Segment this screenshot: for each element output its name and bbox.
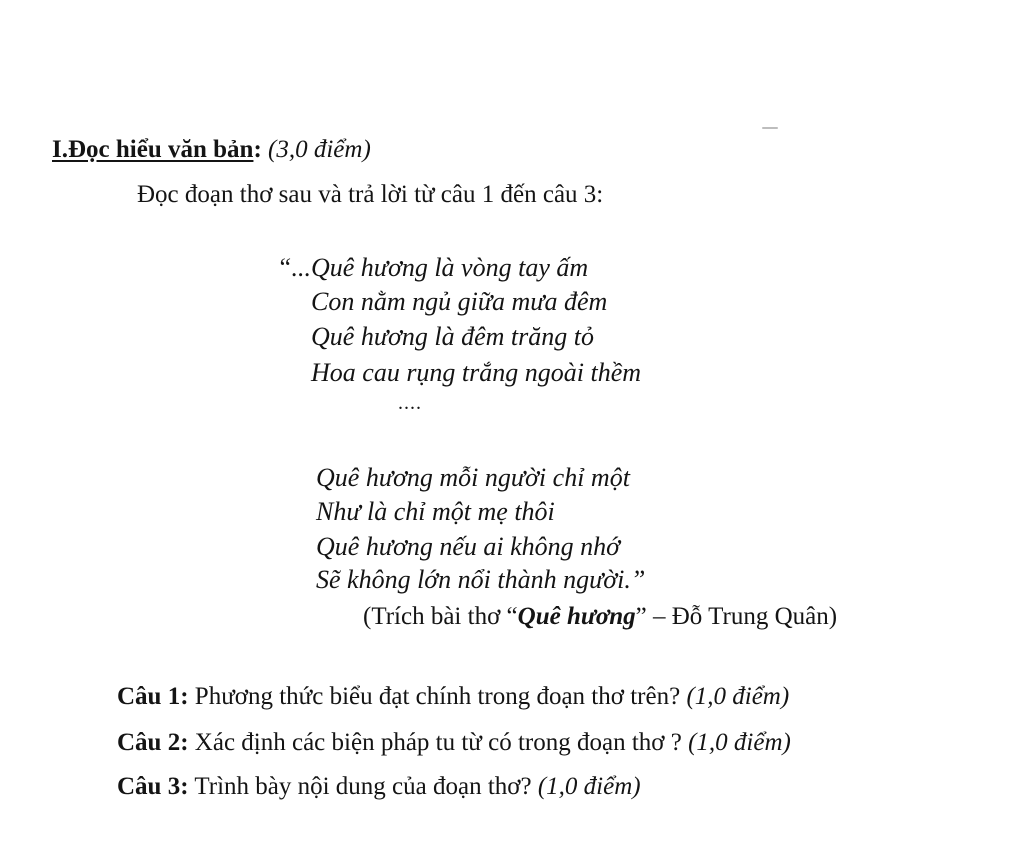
poem-line: Hoa cau rụng trắng ngoài thềm — [311, 358, 642, 387]
question-points: (1,0 điểm) — [686, 683, 790, 710]
question-points: (1,0 điểm) — [688, 729, 791, 756]
citation-prefix: (Trích bài thơ “ — [363, 603, 518, 630]
poem-line: Như là chỉ một mẹ thôi — [316, 497, 555, 526]
poem-line: “...Quê hương là vòng tay ấm — [277, 253, 589, 282]
poem-citation — [363, 600, 837, 634]
question-points: (1,0 điểm) — [537, 773, 641, 800]
question-text: Xác định các biện pháp tu từ có trong đoạn thơ ? — [188, 729, 689, 756]
poem-ellipsis: .... — [398, 392, 422, 414]
poem-line: Sẽ không lớn nổi thành người.” — [316, 565, 646, 594]
question-1 — [117, 680, 789, 714]
poem-line: Quê hương nếu ai không nhớ — [316, 532, 621, 561]
question-text: Trình bày nội dung của đoạn thơ? — [188, 773, 538, 800]
section-heading — [52, 133, 371, 167]
citation-title: Quê hương — [517, 603, 636, 630]
poem-line: Quê hương là đêm trăng tỏ — [311, 322, 594, 351]
question-label: Câu 3: — [117, 773, 189, 800]
question-text: Phương thức biểu đạt chính trong đoạn thơ trên? — [188, 683, 687, 710]
poem-line: Quê hương mỗi người chỉ một — [316, 463, 630, 492]
section-heading-colon: : — [253, 136, 262, 163]
scan-mark — [762, 127, 778, 129]
reading-instruction: Đọc đoạn thơ sau và trả lời từ câu 1 đến câu 3: — [137, 181, 604, 208]
question-2 — [117, 726, 791, 760]
section-heading-points: (3,0 điểm) — [268, 136, 371, 163]
question-label: Câu 1: — [117, 683, 189, 710]
section-heading-label: I.Đọc hiểu văn bản — [52, 136, 254, 163]
citation-suffix: ” – Đỗ Trung Quân) — [635, 603, 838, 630]
poem-line: Con nằm ngủ giữa mưa đêm — [311, 287, 608, 316]
question-label: Câu 2: — [117, 729, 189, 756]
question-3 — [117, 770, 641, 804]
